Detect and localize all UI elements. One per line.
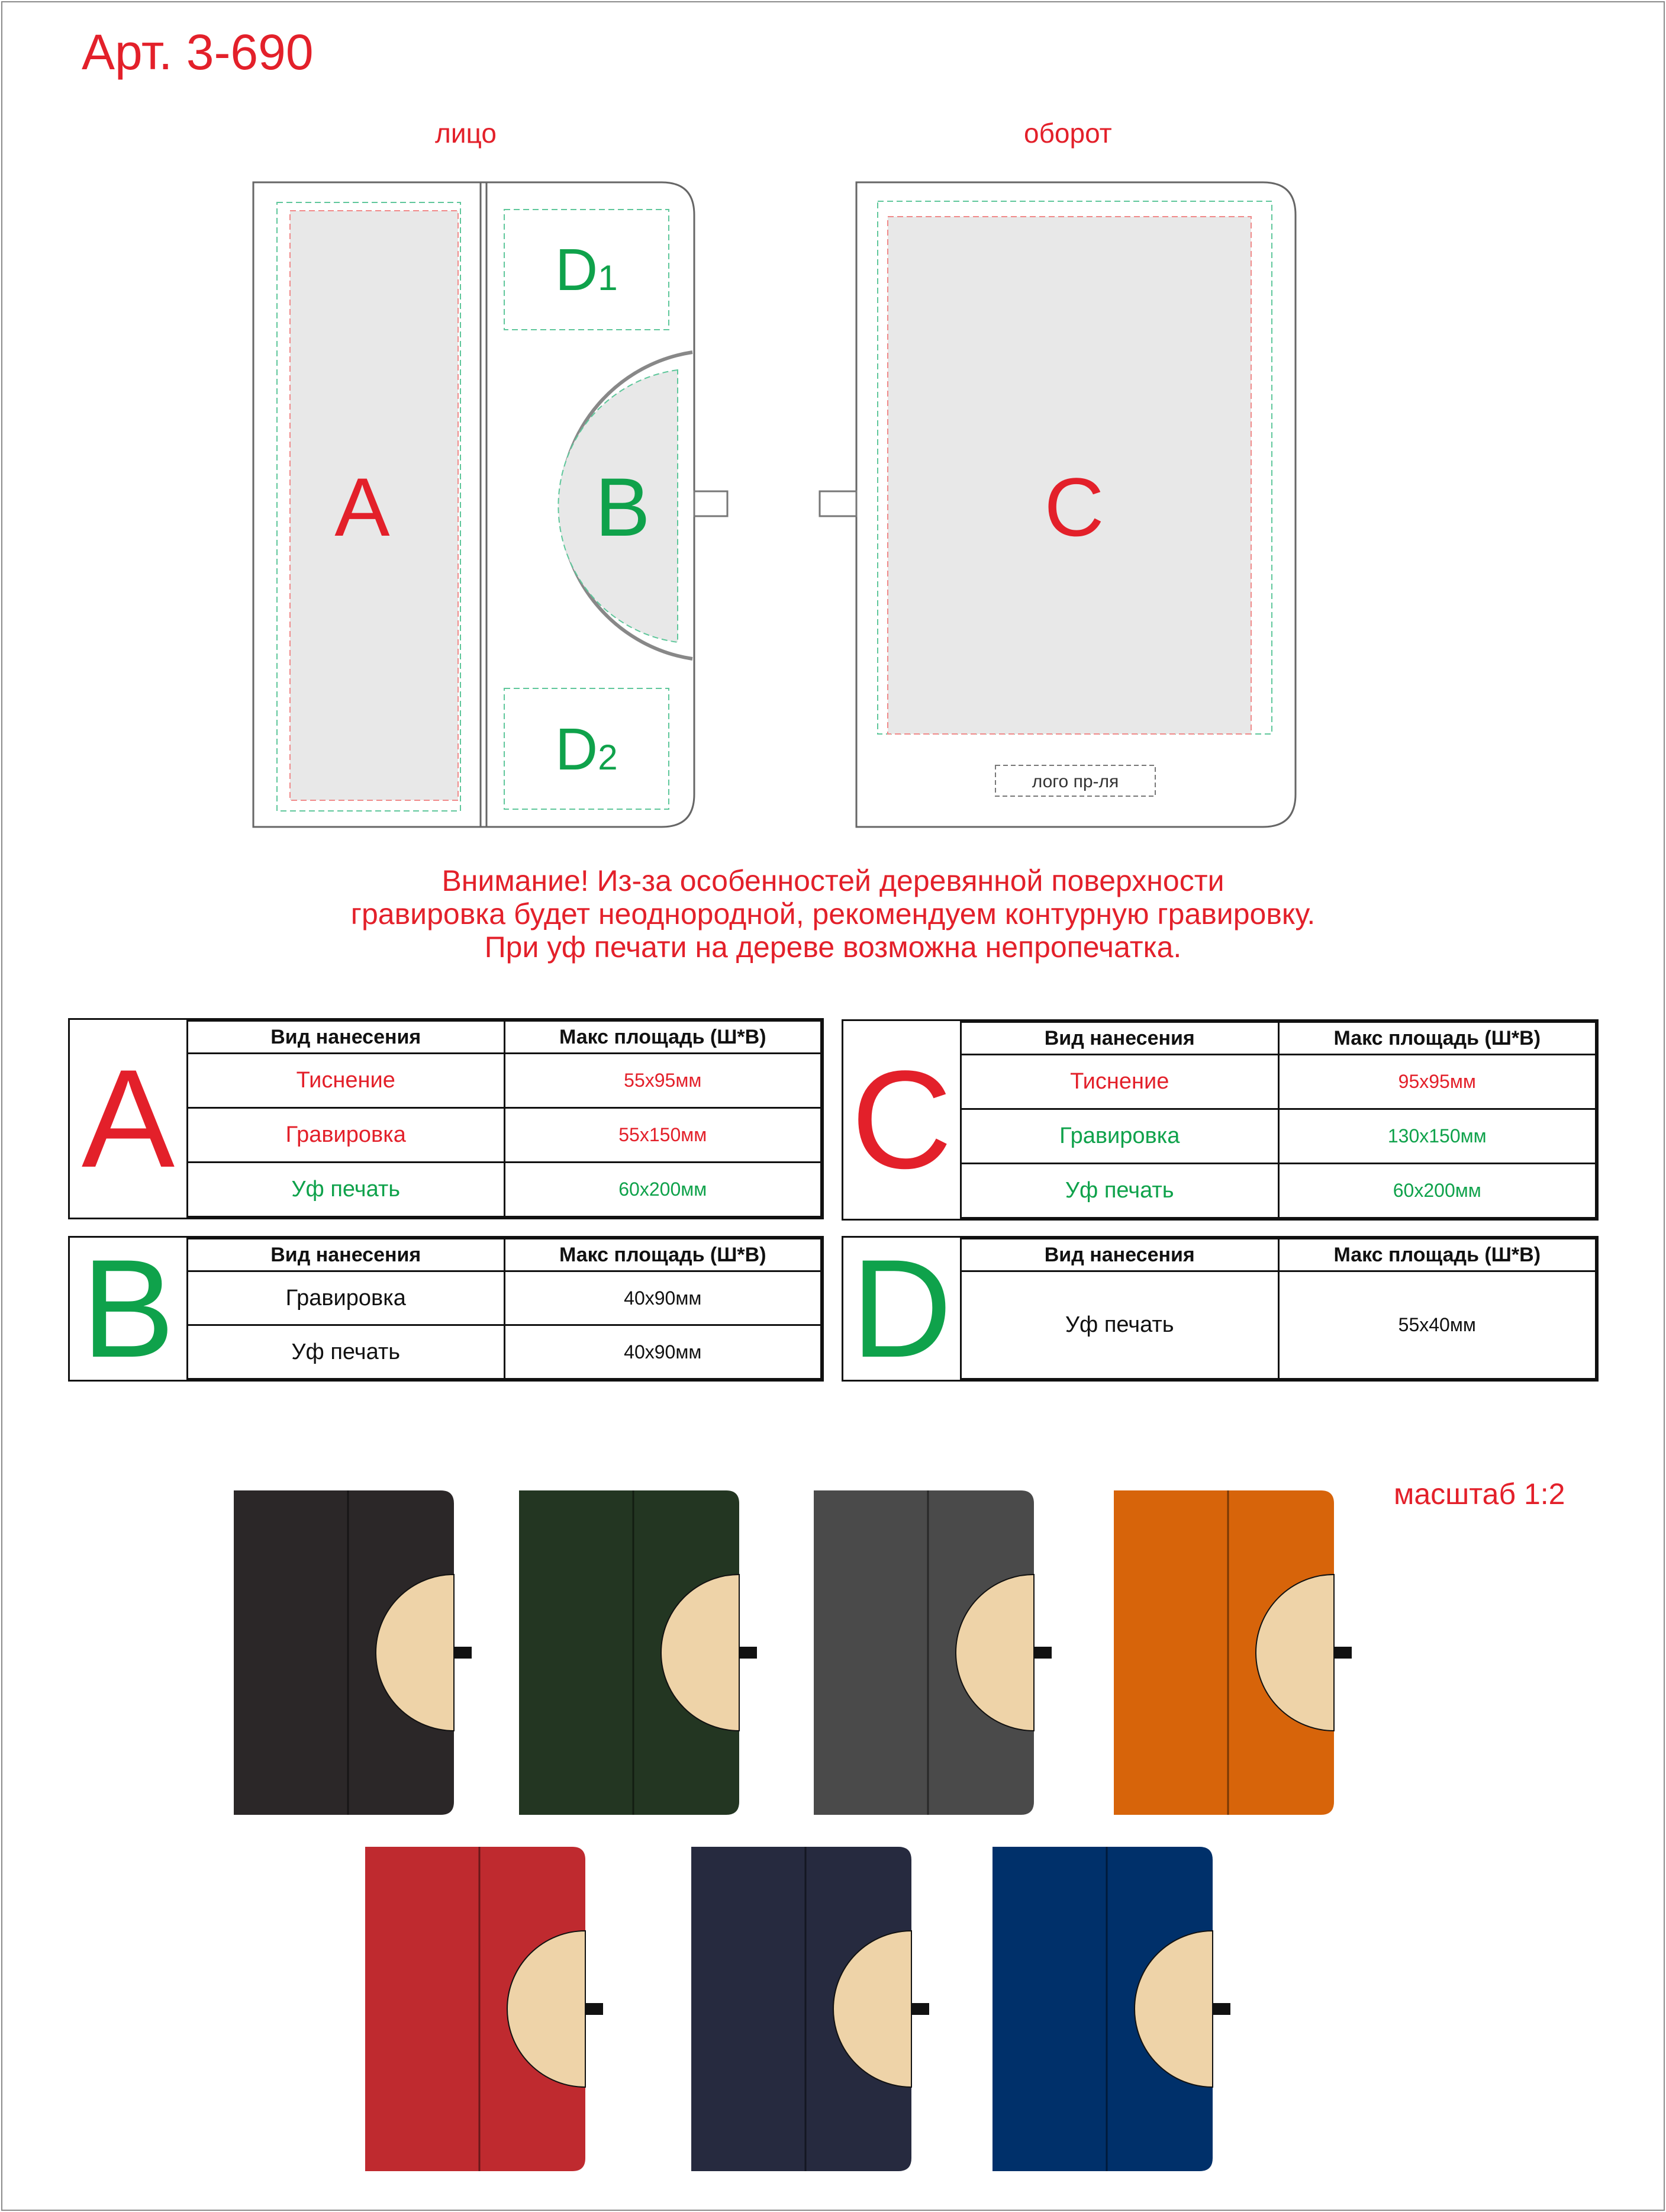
- table-row: Тиснение 55х95мм: [188, 1054, 821, 1108]
- zone-c-letter: C: [1044, 461, 1104, 553]
- table-b-letter: B: [70, 1238, 188, 1380]
- table-row: Тиснение 95х95мм: [961, 1055, 1596, 1109]
- header-method: Вид нанесения: [961, 1022, 1279, 1055]
- table-row: Уф печать 60х200мм: [961, 1164, 1596, 1218]
- front-view-label: лицо: [435, 118, 497, 149]
- front-clasp: [694, 491, 727, 516]
- header-method: Вид нанесения: [188, 1239, 505, 1271]
- table-c: [842, 1019, 1599, 1221]
- table-d-letter: D: [843, 1238, 962, 1380]
- layout-diagram: [0, 0, 1666, 841]
- header-area: Макс площадь (Ш*В): [504, 1021, 821, 1054]
- table-row: Гравировка 130х150мм: [961, 1109, 1596, 1164]
- table-a: [68, 1018, 824, 1219]
- header-area: Макс площадь (Ш*В): [1278, 1239, 1596, 1271]
- zone-a-letter: A: [334, 461, 390, 553]
- back-cover: [820, 182, 1296, 827]
- table-c-letter: C: [843, 1021, 962, 1219]
- header-method: Вид нанесения: [188, 1021, 505, 1054]
- table-row: Уф печать 40х90мм: [188, 1325, 821, 1379]
- zone-d2-letter: D2: [555, 716, 618, 783]
- front-cover: [253, 182, 727, 827]
- scale-label: масштаб 1:2: [1394, 1477, 1565, 1511]
- table-b: [68, 1231, 824, 1387]
- warning-text: Внимание! Из-за особенностей деревянной поверхности гравировка будет неоднородной, рекомендуем контурную гравировку. При уф печати на дереве возможна непропечатка.: [350, 864, 1316, 964]
- logo-label: лого пр-ля: [1032, 772, 1119, 791]
- table-row: Гравировка 55х150мм: [188, 1108, 821, 1163]
- article-title: Арт. 3-690: [82, 24, 314, 80]
- table-row: Гравировка 40х90мм: [188, 1271, 821, 1325]
- zone-b-letter: B: [595, 461, 650, 553]
- table-row: Уф печать 55х40мм: [961, 1271, 1596, 1379]
- table-a-letter: A: [70, 1020, 188, 1218]
- table-d: [842, 1231, 1599, 1387]
- header-method: Вид нанесения: [961, 1239, 1279, 1271]
- back-clasp: [820, 491, 856, 516]
- header-area: Макс площадь (Ш*В): [1278, 1022, 1596, 1055]
- zone-d1-letter: D1: [555, 237, 618, 303]
- back-view-label: оборот: [1024, 118, 1112, 149]
- header-area: Макс площадь (Ш*В): [504, 1239, 821, 1271]
- table-row: Уф печать 60х200мм: [188, 1163, 821, 1217]
